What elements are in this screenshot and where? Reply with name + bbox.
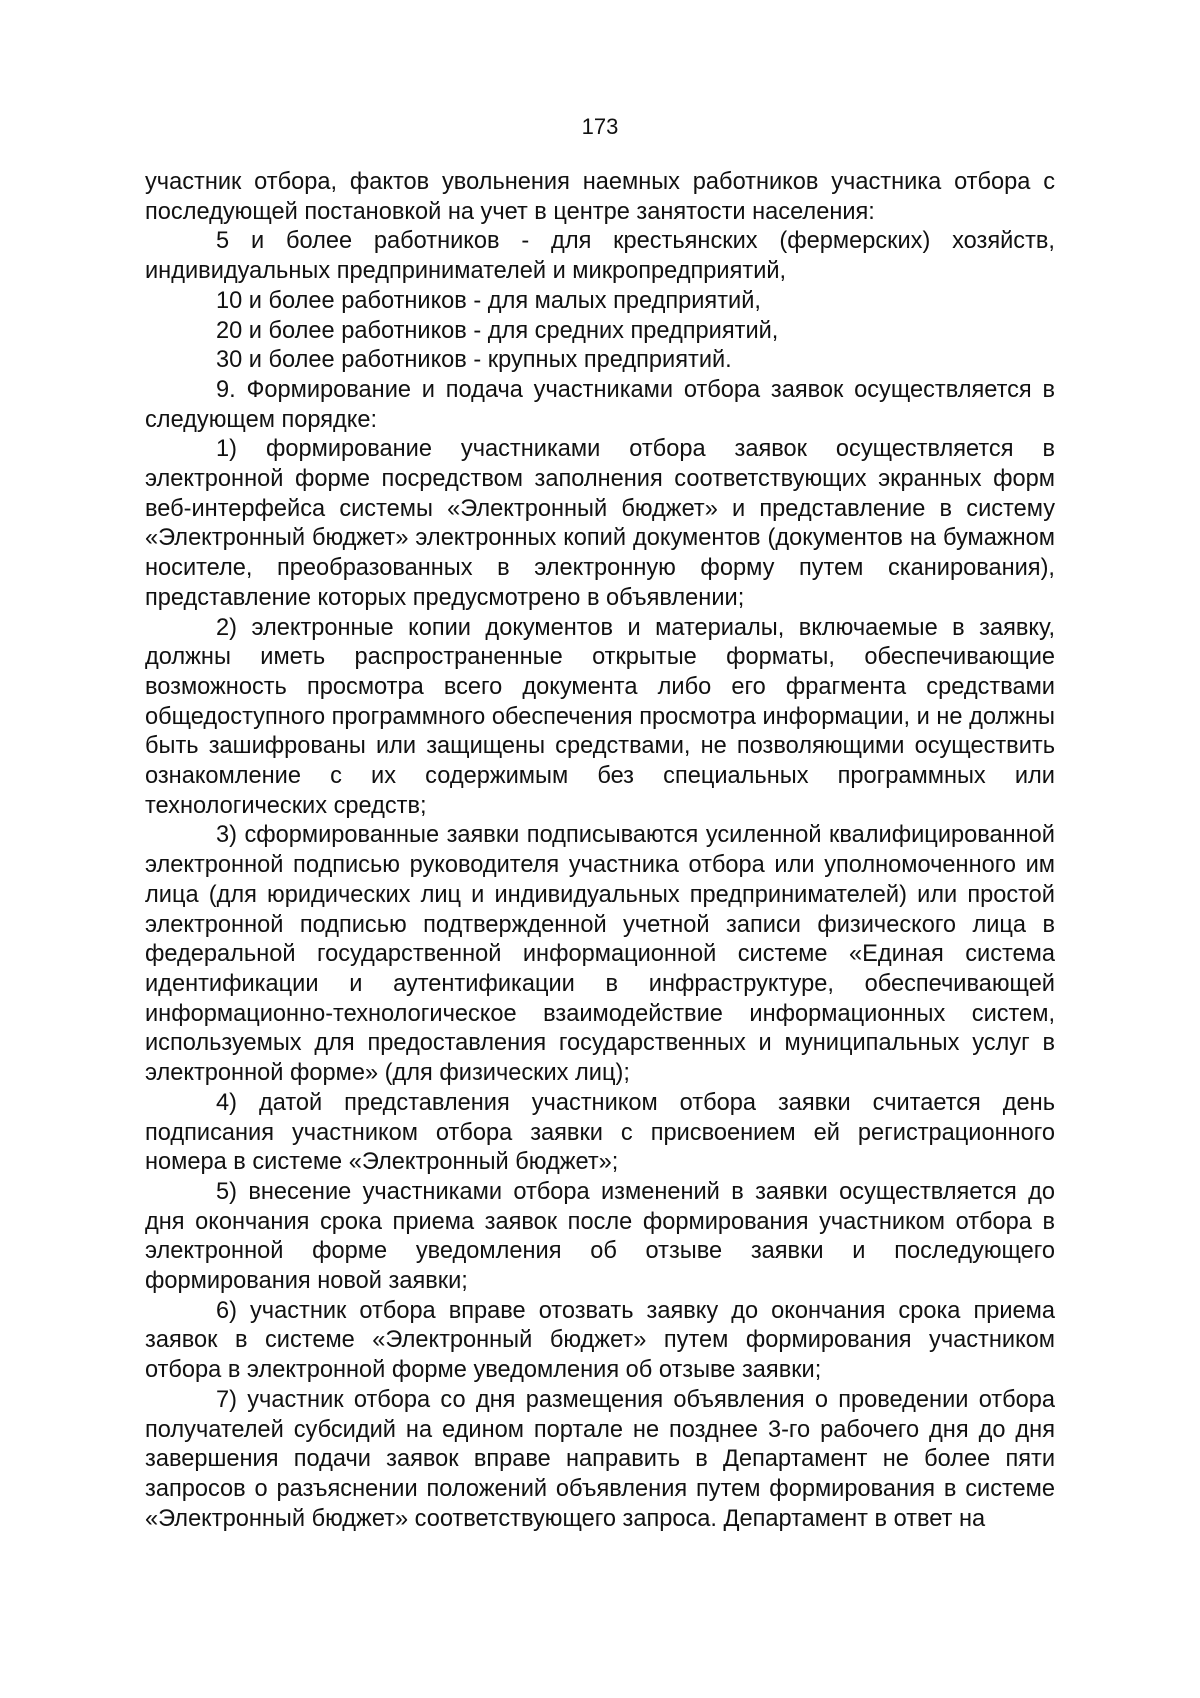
paragraph-subitem-7: 7) участник отбора со дня размещения объявления о проведении отбора получателей субсидий на едином портале не позднее 3-го рабочего дня до дня завершения подачи заявок вправе направить в Департамент не более пяти запросов о разъяснении положений объявления путем формирования в системе «Электронный бюджет» соответствующего запроса. Департамент в ответ на bbox=[145, 1386, 1055, 1532]
paragraph-continuation: участник отбора, фактов увольнения наемных работников участника отбора с последующей постановкой на учет в центре занятости населения: bbox=[145, 169, 1055, 225]
paragraph-subitem-1: 1) формирование участниками отбора заявок осуществляется в электронной форме посредством заполнения соответствующих экранных форм веб-интерфейса системы «Электронный бюджет» и представление в систему «Электронный бюджет» электронных копий документов (документов на бумажном носителе, преобразованных в электронную форму путем сканирования), представление которых предусмотрено в объявлении; bbox=[145, 436, 1055, 611]
document-body bbox=[145, 168, 1055, 1534]
paragraph-workers-10: 10 и более работников - для малых предприятий, bbox=[216, 287, 761, 314]
paragraph-subitem-4: 4) датой представления участником отбора заявки считается день подписания участником отбора заявки с присвоением ей регистрационного номера в системе «Электронный бюджет»; bbox=[145, 1089, 1055, 1176]
paragraph-workers-5: 5 и более работников - для крестьянских (фермерских) хозяйств, индивидуальных предпринимателей и микропредприятий, bbox=[145, 228, 1055, 285]
paragraph-workers-30: 30 и более работников - крупных предприятий. bbox=[216, 347, 732, 374]
paragraph-item-9: 9. Формирование и подача участниками отбора заявок осуществляется в следующем порядке: bbox=[145, 376, 1055, 433]
paragraph-subitem-5: 5) внесение участниками отбора изменений в заявки осуществляется до дня окончания срока приема заявок после формирования участником отбора в электронной форме уведомления об отзыве заявки и последующего формирования новой заявки; bbox=[145, 1178, 1055, 1295]
paragraph-workers-20: 20 и более работников - для средних предприятий, bbox=[216, 317, 779, 344]
page-number: 173 bbox=[581, 114, 619, 139]
paragraph-subitem-3: 3) сформированные заявки подписываются усиленной квалифицированной электронной подписью руководителя участника отбора или уполномоченного им лица (для юридических лиц и индивидуальных предпринимателей) или простой электронной подписью подтвержденной учетной записи физического лица в федеральной государственной информационной системе «Единая система идентификации и аутентификации в инфраструктуре, обеспечивающей информационно-технологическое взаимодействие информационных систем, используемых для предоставления государственных и муниципальных услуг в электронной форме» (для физических лиц); bbox=[145, 822, 1055, 1087]
paragraph-subitem-2: 2) электронные копии документов и материалы, включаемые в заявку, должны иметь распространенные открытые форматы, обеспечивающие возможность просмотра всего документа либо его фрагмента средствами общедоступного программного обеспечения просмотра информации, и не должны быть зашифрованы или защищены средствами, не позволяющими осуществить ознакомление с их содержимым без специальных программных или технологических средств; bbox=[145, 614, 1055, 819]
paragraph-subitem-6: 6) участник отбора вправе отозвать заявку до окончания срока приема заявок в системе «Электронный бюджет» путем формирования участником отбора в электронной форме уведомления об отзыве заявки; bbox=[145, 1297, 1055, 1384]
